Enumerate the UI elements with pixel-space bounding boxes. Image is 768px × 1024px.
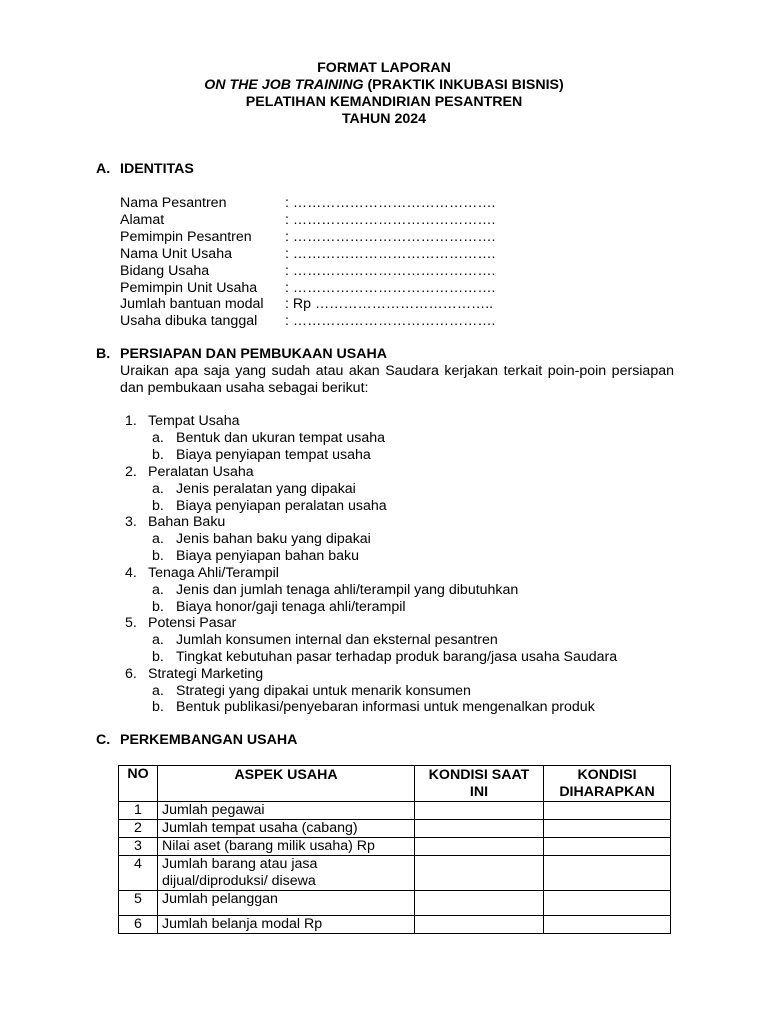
- list-item: Potensi Pasar: [148, 615, 237, 631]
- list-number: 4.: [125, 565, 137, 581]
- sub-letter: b.: [152, 599, 164, 615]
- field-value[interactable]: : …………………………………….: [285, 313, 496, 329]
- list-number: 2.: [125, 464, 137, 480]
- row-no: 4: [119, 856, 158, 891]
- section-b-title: PERSIAPAN DAN PEMBUKAAN USAHA: [120, 346, 387, 362]
- field-label: Alamat: [120, 212, 165, 228]
- table-row: [119, 891, 671, 916]
- section-a-label: A.: [96, 161, 111, 177]
- sub-letter: a.: [152, 531, 164, 547]
- sub-letter: a.: [152, 582, 164, 598]
- sub-item: Bentuk dan ukuran tempat usaha: [176, 430, 386, 446]
- row-aspek: Jumlah tempat usaha (cabang): [158, 820, 415, 838]
- year-heading: TAHUN 2024: [341, 111, 427, 127]
- cell-kondisi-saat-ini[interactable]: [415, 820, 544, 838]
- list-item: Tempat Usaha: [148, 413, 240, 429]
- row-no: 1: [119, 802, 158, 820]
- sub-item: Biaya penyiapan tempat usaha: [176, 447, 371, 463]
- document-title: FORMAT LAPORAN: [317, 60, 451, 76]
- row-aspek: Jumlah barang atau jasa dijual/diproduksi/ disewa: [158, 856, 415, 891]
- section-b-intro: Uraikan apa saja yang sudah atau akan Saudara kerjakan terkait poin-poin persiapan dan pembukaan usaha sebagai berikut:: [120, 363, 674, 396]
- header-aspek: ASPEK USAHA: [158, 766, 415, 802]
- sub-item: Jenis dan jumlah tenaga ahli/terampil yang dibutuhkan: [176, 582, 519, 598]
- row-aspek: Jumlah belanja modal Rp: [158, 916, 415, 934]
- field-label: Nama Pesantren: [120, 195, 227, 211]
- sub-letter: b.: [152, 649, 164, 665]
- document-subtitle: [0, 77, 768, 94]
- sub-letter: a.: [152, 632, 164, 648]
- cell-kondisi-diharapkan[interactable]: [544, 802, 671, 820]
- subtitle-rest: (PRAKTIK INKUBASI BISNIS): [363, 77, 564, 93]
- table-header-row: [119, 766, 671, 802]
- sub-letter: a.: [152, 481, 164, 497]
- sub-letter: a.: [152, 430, 164, 446]
- sub-letter: b.: [152, 447, 164, 463]
- row-aspek: Jumlah pegawai: [158, 802, 415, 820]
- sub-item: Strategi yang dipakai untuk menarik konsumen: [176, 683, 471, 699]
- field-value[interactable]: : …………………………………….: [285, 229, 496, 245]
- sub-item: Biaya honor/gaji tenaga ahli/terampil: [176, 599, 406, 615]
- sub-item: Biaya penyiapan bahan baku: [176, 548, 360, 564]
- cell-kondisi-saat-ini[interactable]: [415, 802, 544, 820]
- field-value[interactable]: : Rp ………………………………..: [285, 296, 494, 312]
- sub-item: Jumlah konsumen internal dan eksternal pesantren: [176, 632, 498, 648]
- table-row: [119, 802, 671, 820]
- list-item: Bahan Baku: [148, 514, 226, 530]
- list-item: Peralatan Usaha: [148, 464, 254, 480]
- sub-letter: a.: [152, 683, 164, 699]
- cell-kondisi-diharapkan[interactable]: [544, 891, 671, 916]
- sub-letter: b.: [152, 699, 164, 715]
- field-value[interactable]: : …………………………………….: [285, 246, 496, 262]
- table-row: [119, 916, 671, 934]
- cell-kondisi-diharapkan[interactable]: [544, 838, 671, 856]
- field-label: Nama Unit Usaha: [120, 246, 232, 262]
- list-number: 5.: [125, 615, 137, 631]
- sub-letter: b.: [152, 548, 164, 564]
- section-c-label: C.: [96, 732, 111, 748]
- cell-kondisi-saat-ini[interactable]: [415, 856, 544, 891]
- sub-letter: b.: [152, 498, 164, 514]
- sub-item: Tingkat kebutuhan pasar terhadap produk barang/jasa usaha Saudara: [176, 649, 618, 665]
- row-no: 3: [119, 838, 158, 856]
- field-value[interactable]: : …………………………………….: [285, 280, 496, 296]
- cell-kondisi-diharapkan[interactable]: [544, 916, 671, 934]
- business-development-table: [118, 765, 671, 934]
- sub-item: Jenis bahan baku yang dipakai: [176, 531, 371, 547]
- list-item: Strategi Marketing: [148, 666, 264, 682]
- field-label: Pemimpin Pesantren: [120, 229, 252, 245]
- list-number: 6.: [125, 666, 137, 682]
- list-number: 3.: [125, 514, 137, 530]
- cell-kondisi-saat-ini[interactable]: [415, 838, 544, 856]
- sub-item: Biaya penyiapan peralatan usaha: [176, 498, 387, 514]
- cell-kondisi-diharapkan[interactable]: [544, 856, 671, 891]
- sub-item: Bentuk publikasi/penyebaran informasi untuk mengenalkan produk: [176, 699, 595, 715]
- field-value[interactable]: : …………………………………….: [285, 195, 496, 211]
- field-label: Bidang Usaha: [120, 263, 210, 279]
- header-kondisi-diharapkan: KONDISI DIHARAPKAN: [544, 766, 671, 802]
- table-row: [119, 838, 671, 856]
- row-aspek: Nilai aset (barang milik usaha) Rp: [158, 838, 415, 856]
- section-c-title: PERKEMBANGAN USAHA: [120, 732, 298, 748]
- table-row: [119, 856, 671, 891]
- table-row: [119, 820, 671, 838]
- cell-kondisi-diharapkan[interactable]: [544, 820, 671, 838]
- list-number: 1.: [125, 413, 137, 429]
- field-label: Jumlah bantuan modal: [120, 296, 264, 312]
- section-a-title: IDENTITAS: [120, 161, 194, 177]
- section-b-label: B.: [96, 346, 111, 362]
- sub-item: Jenis peralatan yang dipakai: [176, 481, 356, 497]
- field-value[interactable]: : …………………………………….: [285, 263, 496, 279]
- header-kondisi-saat-ini: KONDISI SAAT INI: [415, 766, 544, 802]
- cell-kondisi-saat-ini[interactable]: [415, 916, 544, 934]
- field-value[interactable]: : …………………………………….: [285, 212, 496, 228]
- row-no: 2: [119, 820, 158, 838]
- list-item: Tenaga Ahli/Terampil: [148, 565, 279, 581]
- field-label: Pemimpin Unit Usaha: [120, 280, 258, 296]
- subtitle-italic: ON THE JOB TRAINING: [204, 77, 364, 93]
- row-aspek: Jumlah pelanggan: [158, 891, 415, 916]
- cell-kondisi-saat-ini[interactable]: [415, 891, 544, 916]
- field-label: Usaha dibuka tanggal: [120, 313, 258, 329]
- row-no: 5: [119, 891, 158, 916]
- header-no: NO: [119, 766, 158, 802]
- program-name: PELATIHAN KEMANDIRIAN PESANTREN: [245, 94, 523, 110]
- row-no: 6: [119, 916, 158, 934]
